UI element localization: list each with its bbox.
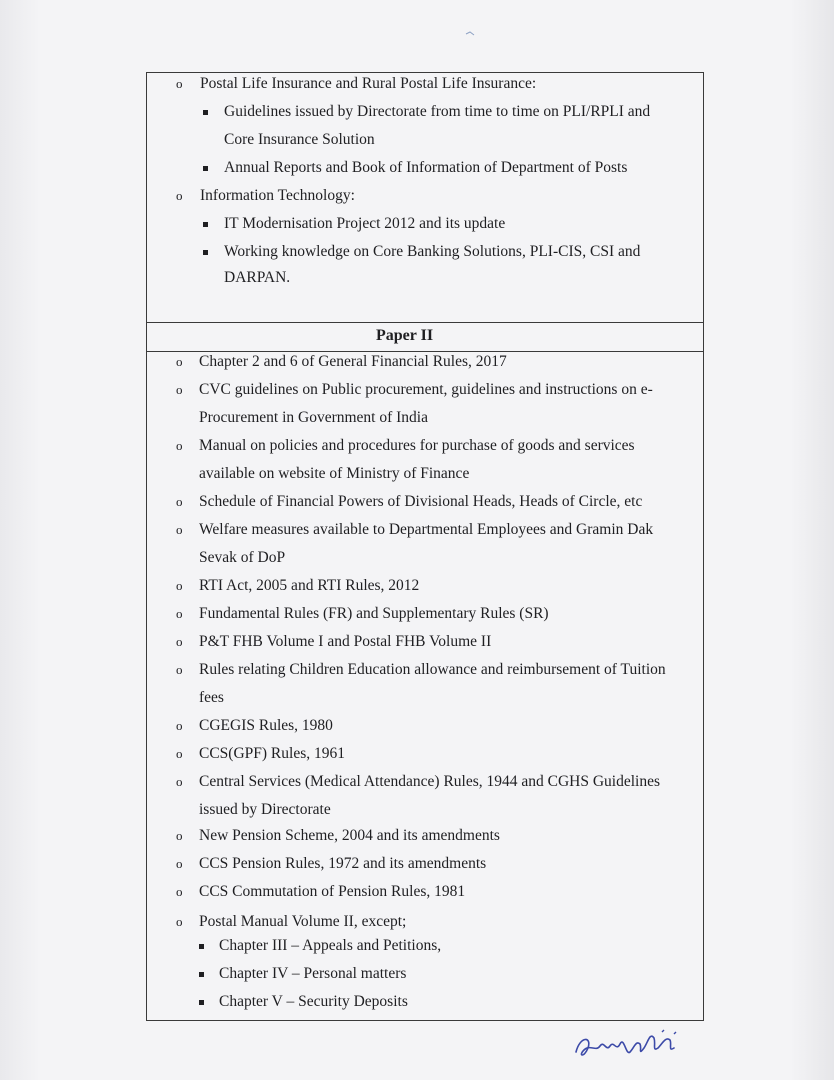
it-item-2-line2: DARPAN.: [224, 269, 291, 286]
paper2-item-line1: CCS(GPF) Rules, 1961: [199, 745, 345, 762]
hollow-bullet: o: [176, 354, 183, 369]
pli-item-1-line1: Guidelines issued by Directorate from time to time on PLI/RPLI and: [224, 103, 651, 120]
hollow-bullet: o: [176, 188, 183, 203]
paper2-item-line1: CGEGIS Rules, 1980: [199, 717, 333, 734]
pli-heading: Postal Life Insurance and Rural Postal Life Insurance:: [200, 75, 537, 92]
hollow-bullet: o: [176, 438, 183, 453]
paper2-item-line1: Rules relating Children Education allowance and reimbursement of Tuition: [199, 661, 666, 678]
hollow-bullet: o: [176, 856, 183, 871]
hollow-bullet: o: [176, 76, 183, 91]
hollow-bullet: o: [176, 774, 183, 789]
paper2-sub-item: Chapter IV – Personal matters: [219, 965, 407, 982]
square-bullet: [199, 972, 204, 977]
square-bullet: [199, 944, 204, 949]
square-bullet: [203, 250, 208, 255]
paper2-sub-item: Chapter V – Security Deposits: [219, 993, 408, 1010]
pli-item-1-line2: Core Insurance Solution: [224, 131, 375, 148]
hollow-bullet: o: [176, 828, 183, 843]
paper2-item-line1: CCS Pension Rules, 1972 and its amendments: [199, 855, 487, 872]
signature: [570, 1022, 690, 1070]
paper2-item-line1: RTI Act, 2005 and RTI Rules, 2012: [199, 577, 420, 594]
paper2-item-line2: issued by Directorate: [199, 801, 331, 818]
paper2-item-line1: Central Services (Medical Attendance) Rules, 1944 and CGHS Guidelines: [199, 773, 661, 790]
hollow-bullet: o: [176, 634, 183, 649]
hollow-bullet: o: [176, 914, 183, 929]
paper2-item-line1: New Pension Scheme, 2004 and its amendments: [199, 827, 500, 844]
hollow-bullet: o: [176, 606, 183, 621]
paper2-item-line2: fees: [199, 689, 224, 706]
paper2-item-line2: Procurement in Government of India: [199, 409, 428, 426]
paper2-item-line2: Sevak of DoP: [199, 549, 286, 566]
hollow-bullet: o: [176, 578, 183, 593]
hollow-bullet: o: [176, 662, 183, 677]
paper2-item-line1: Manual on policies and procedures for purchase of goods and services: [199, 437, 635, 454]
hollow-bullet: o: [176, 718, 183, 733]
paper2-item-line1: Postal Manual Volume II, except;: [199, 913, 407, 930]
paper2-item-line1: P&T FHB Volume I and Postal FHB Volume II: [199, 633, 492, 650]
paper2-item-line1: CVC guidelines on Public procurement, guidelines and instructions on e-: [199, 381, 653, 398]
it-item-2-line1: Working knowledge on Core Banking Solutions, PLI-CIS, CSI and: [224, 243, 641, 260]
hollow-bullet: o: [176, 884, 183, 899]
paper2-item-line1: CCS Commutation of Pension Rules, 1981: [199, 883, 466, 900]
hollow-bullet: o: [176, 382, 183, 397]
table-divider: [147, 322, 703, 323]
paper2-sub-item: Chapter III – Appeals and Petitions,: [219, 937, 442, 954]
it-item-1: IT Modernisation Project 2012 and its update: [224, 215, 506, 232]
it-heading: Information Technology:: [200, 187, 355, 204]
square-bullet: [203, 222, 208, 227]
paper-title: Paper II: [376, 327, 434, 344]
ink-mark: [464, 28, 476, 40]
square-bullet: [203, 166, 208, 171]
paper2-item-line1: Schedule of Financial Powers of Divisional Heads, Heads of Circle, etc: [199, 493, 643, 510]
hollow-bullet: o: [176, 522, 183, 537]
square-bullet: [203, 110, 208, 115]
square-bullet: [199, 1000, 204, 1005]
hollow-bullet: o: [176, 494, 183, 509]
paper2-item-line1: Welfare measures available to Departmental Employees and Gramin Dak: [199, 521, 654, 538]
paper2-item-line1: Fundamental Rules (FR) and Supplementary Rules (SR): [199, 605, 549, 622]
hollow-bullet: o: [176, 746, 183, 761]
paper2-item-line2: available on website of Ministry of Finance: [199, 465, 470, 482]
paper2-item-line1: Chapter 2 and 6 of General Financial Rules, 2017: [199, 353, 507, 370]
pli-item-2: Annual Reports and Book of Information of Department of Posts: [224, 159, 628, 176]
